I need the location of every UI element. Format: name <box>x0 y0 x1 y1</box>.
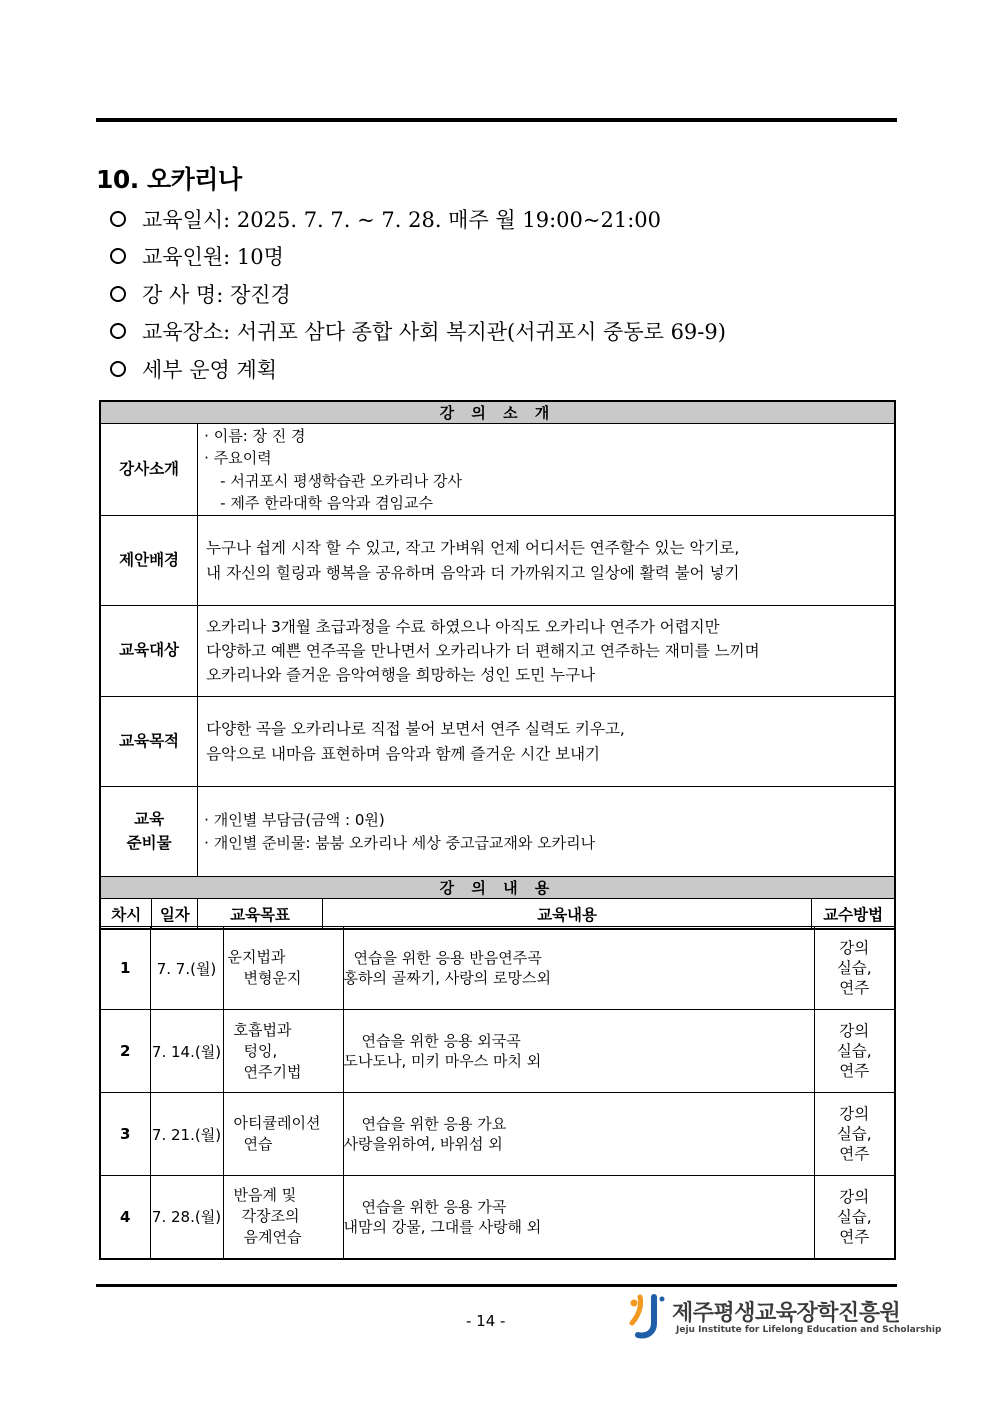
method-line: 강의 <box>839 1021 870 1040</box>
supplies-label-line: 교육 <box>134 810 165 829</box>
course-plan-table <box>99 400 896 930</box>
circle-bullet-icon <box>110 248 126 264</box>
row-session: 4 <box>100 1176 150 1259</box>
circle-bullet-icon <box>110 286 126 302</box>
content-line: 홍하의 골짜기, 사랑의 로망스외 <box>343 969 551 987</box>
header-goal: 교육목표 <box>198 899 323 930</box>
supplies-label <box>100 787 198 877</box>
instructor-name: · 이름: 장 진 경 <box>204 426 306 445</box>
method-line: 실습, <box>836 1124 872 1143</box>
goal-line: 각장조의 <box>241 1207 300 1226</box>
row-session: 2 <box>100 1010 150 1093</box>
lectures-band-title: 강 의 내 용 <box>100 877 895 899</box>
circle-bullet-icon <box>110 211 126 227</box>
row-method <box>814 1176 895 1259</box>
goal-line: 변형운지 <box>243 969 302 987</box>
method-line: 연주 <box>839 1227 870 1246</box>
content-line: 연습을 위한 응용 외국곡 <box>361 1031 521 1050</box>
institute-name-ko: 제주평생교육장학진흥원 <box>672 1301 901 1326</box>
row-method <box>814 1010 895 1093</box>
lecture-row <box>100 1093 895 1176</box>
method-line: 실습, <box>836 958 872 977</box>
target-label: 교육대상 <box>100 606 198 697</box>
career-item: - 제주 한라대학 음악과 겸임교수 <box>220 494 434 512</box>
row-content <box>343 927 814 1010</box>
content-line: 연습을 위한 응용 반음연주곡 <box>353 948 542 967</box>
circle-bullet-icon <box>110 323 126 339</box>
row-date: 7. 14.(월) <box>150 1010 223 1093</box>
goal-line: 연습 <box>243 1135 273 1153</box>
row-goal <box>223 1176 343 1259</box>
content-line: 연습을 위한 응용 가요 <box>361 1114 507 1133</box>
content-line: 사랑을위하여, 바위섬 외 <box>343 1135 503 1153</box>
target-text <box>198 606 895 697</box>
bullet-text: 교육인원: 10명 <box>142 245 284 270</box>
supplies-line: · 개인별 준비물: 붐붐 오카리나 세상 중고급교재와 오카리나 <box>204 833 596 852</box>
goal-line: 호흡법과 <box>233 1020 292 1039</box>
header-method: 교수방법 <box>812 899 895 930</box>
target-line: 다양하고 예쁜 연주곡을 만나면서 오카리나가 더 편해지고 연주하는 재미를 느끼며 <box>206 641 760 660</box>
method-line: 강의 <box>839 1187 870 1206</box>
row-date: 7. 21.(월) <box>150 1093 223 1176</box>
goal-line: 음계연습 <box>243 1228 302 1247</box>
bullet-schedule <box>108 200 726 238</box>
goal-line: 반음계 및 <box>233 1186 297 1205</box>
background-line: 누구나 쉽게 시작 할 수 있고, 작고 가벼워 언제 어디서든 연주할수 있는 악기로, <box>206 539 740 558</box>
bullet-text: 교육장소: 서귀포 삼다 종합 사회 복지관(서귀포시 중동로 69-9) <box>142 320 726 345</box>
row-content <box>343 1093 814 1176</box>
method-line: 강의 <box>839 938 870 957</box>
row-goal <box>223 1093 343 1176</box>
method-line: 연주 <box>839 1062 870 1081</box>
row-method <box>814 927 895 1010</box>
top-rule <box>96 118 897 122</box>
background-text <box>198 516 895 606</box>
target-line: 오카리나와 즐거운 음악여행을 희망하는 성인 도민 누구나 <box>206 666 596 684</box>
lecture-rows-table <box>99 926 896 1260</box>
content-line: 도나도나, 미키 마우스 마치 외 <box>343 1052 542 1070</box>
bullet-plan <box>108 350 726 388</box>
supplies-text <box>198 787 895 877</box>
target-line: 오카리나 3개월 초급과정을 수료 하였으나 아직도 오카리나 연주가 어렵지만 <box>206 617 720 636</box>
method-line: 실습, <box>836 1207 872 1226</box>
method-line: 실습, <box>836 1041 872 1060</box>
purpose-line: 다양한 곡을 오카리나로 직접 불어 보면서 연주 실력도 키우고, <box>206 720 625 739</box>
row-session: 1 <box>100 927 150 1010</box>
section-title: 10. 오카리나 <box>96 165 242 194</box>
goal-line: 텅잉, <box>243 1041 278 1060</box>
instructor-info <box>198 424 895 516</box>
background-label: 제안배경 <box>100 516 198 606</box>
goal-line: 아티큘레이션 <box>233 1114 321 1132</box>
career-item: - 서귀포시 평생학습관 오카리나 강사 <box>220 471 463 490</box>
content-line: 내맘의 강물, 그대를 사랑해 외 <box>343 1217 542 1236</box>
bullet-capacity <box>108 238 726 276</box>
bullet-text: 강 사 명: 장진경 <box>142 282 291 307</box>
bullet-location <box>108 313 726 351</box>
supplies-label-line: 준비물 <box>126 833 172 852</box>
bullet-text: 교육일시: 2025. 7. 7. ~ 7. 28. 매주 월 19:00~21:00 <box>142 207 662 232</box>
supplies-line: · 개인별 부담금(금액 : 0원) <box>204 811 385 829</box>
method-line: 연주 <box>839 979 870 998</box>
header-content: 교육내용 <box>322 899 811 930</box>
method-line: 연주 <box>839 1145 870 1164</box>
instructor-career-title: · 주요이력 <box>204 449 272 467</box>
overview-bullets <box>108 200 726 388</box>
intro-band-title: 강 의 소 개 <box>100 401 895 424</box>
bottom-rule <box>96 1284 897 1287</box>
page-number: - 14 - <box>466 1312 506 1330</box>
purpose-label: 교육목적 <box>100 697 198 787</box>
lecture-row <box>100 1010 895 1093</box>
row-content <box>343 1176 814 1259</box>
method-line: 강의 <box>839 1104 870 1123</box>
instructor-label: 강사소개 <box>100 424 198 516</box>
row-goal <box>223 1010 343 1093</box>
row-session: 3 <box>100 1093 150 1176</box>
bullet-text: 세부 운영 계획 <box>142 357 278 382</box>
goal-line: 연주기법 <box>243 1062 302 1081</box>
content-line: 연습을 위한 응용 가곡 <box>361 1197 507 1216</box>
lecture-row <box>100 1176 895 1259</box>
row-goal <box>223 927 343 1010</box>
institute-name-en: Jeju Institute for Lifelong Education and Scholarship <box>676 1325 942 1335</box>
lecture-row <box>100 927 895 1010</box>
row-date: 7. 28.(월) <box>150 1176 223 1259</box>
purpose-line: 음악으로 내마음 표현하며 음악과 함께 즐거운 시간 보내기 <box>206 744 601 763</box>
goal-line: 운지법과 <box>227 948 286 966</box>
row-content <box>343 1010 814 1093</box>
circle-bullet-icon <box>110 361 126 377</box>
row-date: 7. 7.(월) <box>150 927 223 1010</box>
header-date-visible: 일자 <box>152 899 198 930</box>
bullet-instructor <box>108 275 726 313</box>
row-method <box>814 1093 895 1176</box>
header-session: 차시 <box>100 899 152 930</box>
purpose-text <box>198 697 895 787</box>
background-line: 내 자신의 힐링과 행복을 공유하며 음악과 더 가까워지고 일상에 활력 불어 넣기 <box>206 563 740 582</box>
